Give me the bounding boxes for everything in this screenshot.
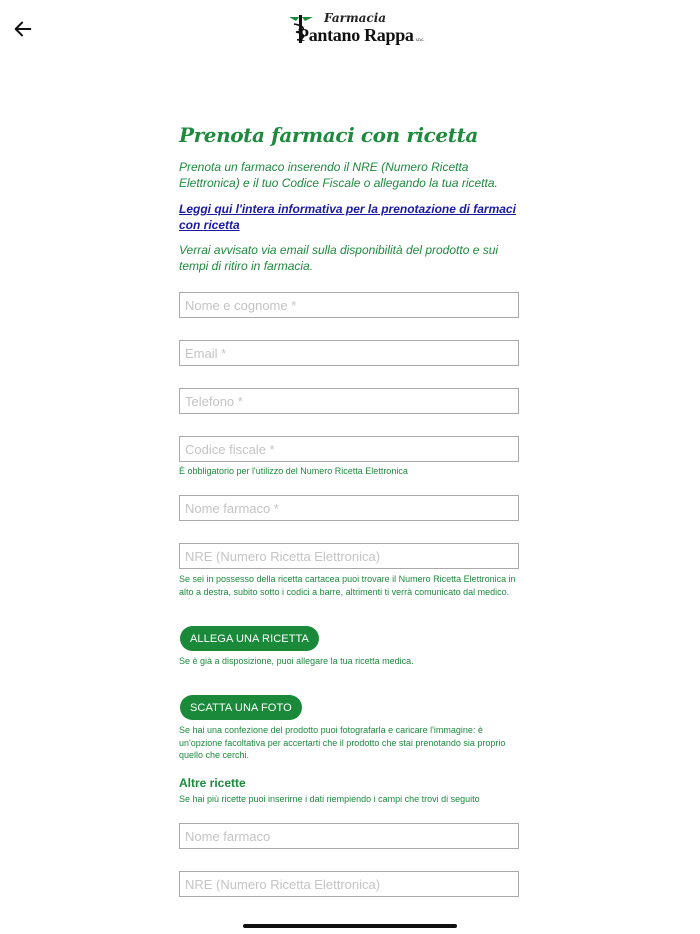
info-link[interactable]: Leggi qui l'intera informativa per la prenotazione di farmaci con ricetta [179,202,516,232]
fiscal-code-input[interactable] [179,436,519,462]
phone-input[interactable] [179,388,519,414]
take-photo-button[interactable]: SCATTA UNA FOTO [180,695,302,720]
logo-main-text: Pantano Rappa s.n.c. [298,25,425,45]
other-prescriptions-help: Se hai più ricette puoi inserirne i dati riempiendo i campi che trovi di seguito [179,794,480,804]
nre-help: Se sei in possesso della ricetta cartacea puoi trovare il Numero Ricetta Elettronica in alto a destra, subito sotto i codici a barre, altrimenti ti verrà comunicato dal medico. [179,574,516,597]
photo-help: Se hai una confezione del prodotto puoi fotografarla e caricare l'immagine: è un'opzione facoltativa per accertarti che il prodotto che stai prenotando sia proprio quello che cerchi. [179,725,506,760]
pharmacy-logo[interactable] [288,11,425,48]
other-nre-input[interactable] [179,871,519,897]
name-input[interactable] [179,292,519,318]
logo-suffix: s.n.c. [415,38,425,43]
app-header [0,0,700,60]
other-drug-name-input[interactable] [179,823,519,849]
page-title: Prenota farmaci con ricetta [179,123,478,147]
fiscal-code-help: È obbligatorio per l'utilizzo del Numero Ricetta Elettronica [179,466,408,476]
nre-input[interactable] [179,543,519,569]
intro-text: Prenota un farmaco inserendo il NRE (Numero Ricetta Elettronica) e il tuo Codice Fiscale o allegando la tua ricetta. [179,160,498,190]
email-input[interactable] [179,340,519,366]
attach-prescription-button[interactable]: ALLEGA UNA RICETTA [180,626,319,651]
attach-help: Se è già a disposizione, puoi allegare la tua ricetta medica. [179,656,414,666]
other-prescriptions-title: Altre ricette [179,776,246,790]
logo-top-text: Farmacia [324,11,387,25]
drug-name-input[interactable] [179,495,519,521]
home-indicator [243,924,457,928]
notice-text: Verrai avvisato via email sulla disponibilità del prodotto e sui tempi di ritiro in farmacia. [179,243,499,273]
arrow-left-icon[interactable] [12,18,34,40]
